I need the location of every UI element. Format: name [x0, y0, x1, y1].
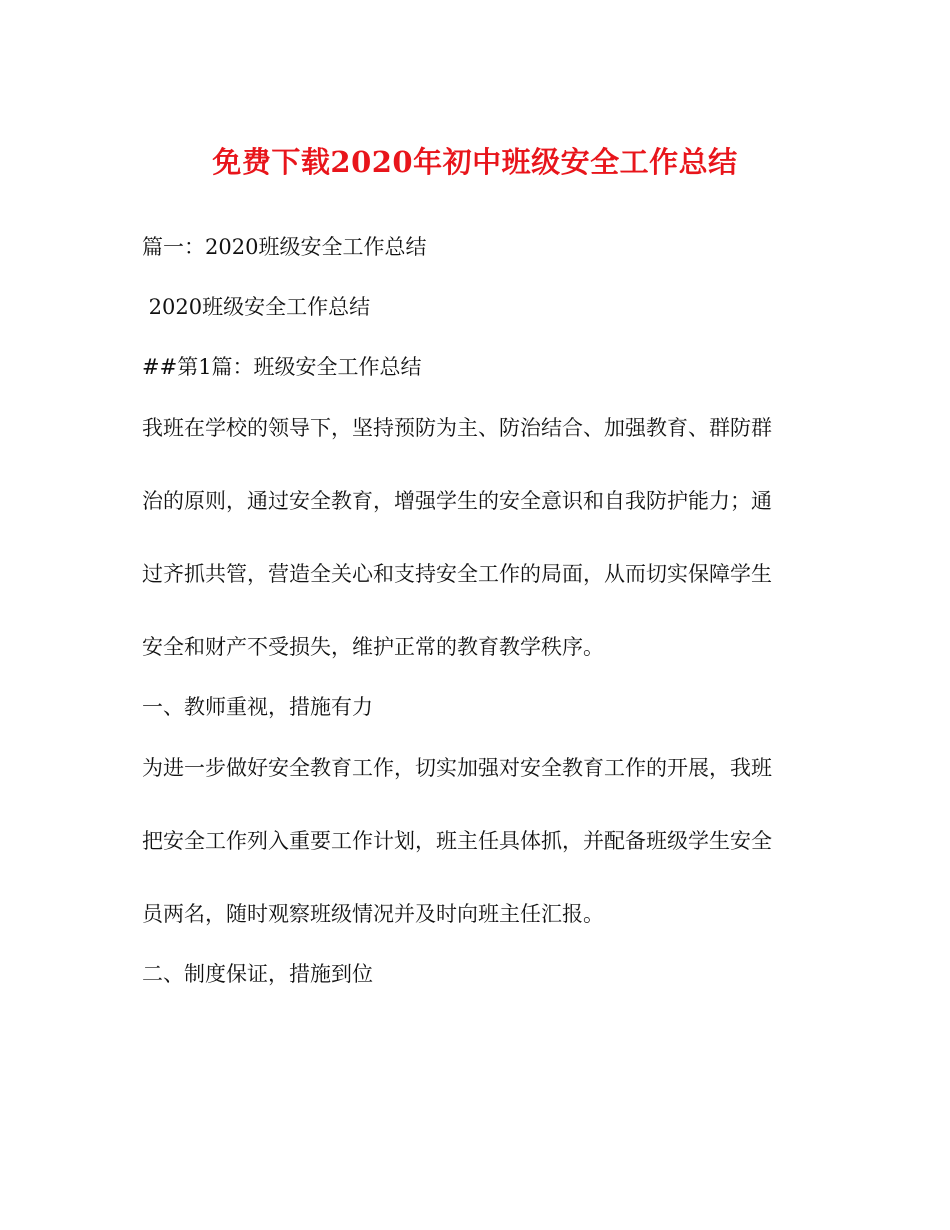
paragraph-line: 为进一步做好安全教育工作，切实加强对安全教育工作的开展，我班 — [142, 756, 772, 780]
paragraph-line: 员两名，随时观察班级情况并及时向班主任汇报。 — [142, 902, 604, 926]
paragraph-line: 安全和财产不受损失，维护正常的教育教学秩序。 — [142, 635, 604, 659]
section-heading-one: 一、教师重视，措施有力 — [142, 695, 373, 719]
subtitle: 2020班级安全工作总结 — [142, 295, 371, 319]
paragraph-line: 我班在学校的领导下，坚持预防为主、防治结合、加强教育、群防群 — [142, 416, 772, 440]
document-title: 免费下载2020年初中班级安全工作总结 — [212, 145, 738, 179]
section-heading-part-one: 篇一：2020班级安全工作总结 — [142, 235, 427, 259]
paragraph-line: 过齐抓共管，营造全关心和支持安全工作的局面，从而切实保障学生 — [142, 562, 772, 586]
section-heading-two: 二、制度保证，措施到位 — [142, 962, 373, 986]
paragraph-line: 把安全工作列入重要工作计划，班主任具体抓，并配备班级学生安全 — [142, 829, 772, 853]
paragraph-line: 治的原则，通过安全教育，增强学生的安全意识和自我防护能力；通 — [142, 489, 772, 513]
chapter-heading: ##第1篇：班级安全工作总结 — [142, 355, 422, 379]
